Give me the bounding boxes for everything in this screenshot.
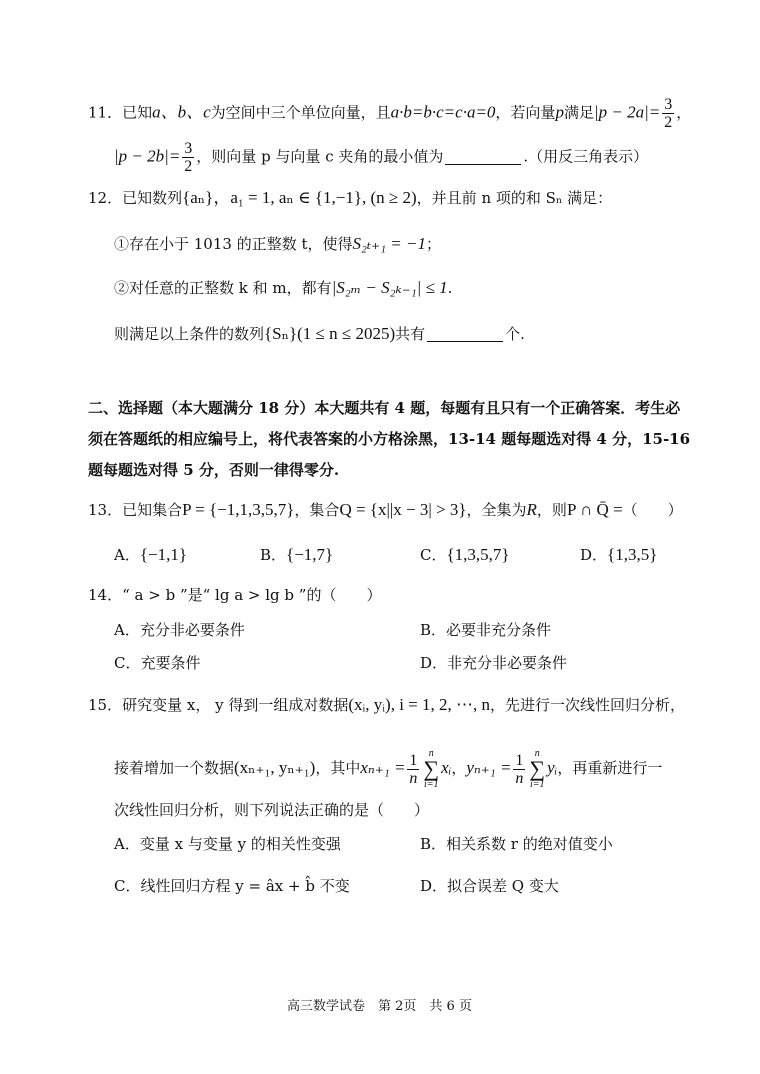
q13-option-a[interactable]: A．{−1,1}	[114, 545, 188, 564]
q12-stem: 12．已知数列	[88, 189, 183, 207]
q15-stem2-a: 接着增加一个数据	[114, 759, 235, 777]
q11-condition-2: |p − 2b|=	[114, 146, 181, 166]
q14-option-c[interactable]: C．充要条件	[114, 654, 201, 672]
q13-expression: P ∩ Q̄ =	[566, 500, 623, 519]
q11-mid1: 为空间中三个单位向量，且	[210, 103, 391, 122]
q15-y-fraction: $\frac{1}{n}$	[515, 751, 524, 787]
q13-stem-c: ，全集为	[466, 501, 527, 519]
q15-option-b[interactable]: B．相关系数 r 的绝对值变小	[420, 835, 613, 853]
q15-stem-line2	[114, 748, 662, 790]
q15-stem-line3: 次线性回归分析，则下列说法正确的是（ ）	[114, 801, 430, 819]
section2-line1: 二、选择题（本大题满分 18 分）本大题共有 4 题，每题有且只有一个正确答案．考生必	[88, 399, 681, 417]
q13-stem-d: ，则	[536, 501, 567, 519]
q13-option-b[interactable]: B．{−1,7}	[260, 545, 334, 564]
page-footer: 高三数学试卷 第 2页 共 6 页	[287, 999, 472, 1014]
q15-stem1: 15．研究变量 x， y 得到一组成对数据	[88, 696, 349, 714]
q11-mid2: ，若向量	[495, 103, 556, 122]
q11-fraction-1: $\frac{3}{2}$	[664, 96, 673, 131]
q12-sequence: {aₙ}，a₁ = 1, aₙ ∈ {1,−1}, (n ≥ 2)	[182, 188, 417, 207]
q12-cond2-text: ②对任意的正整数 k 和 m，都有	[114, 279, 332, 297]
q12-condition-2	[114, 278, 452, 298]
q11-end: .（用反三角表示）	[523, 147, 649, 166]
q11-vector-p: p	[555, 102, 564, 122]
q11-line1	[88, 96, 691, 131]
q15-option-d[interactable]: D．拟合误差 Q 变大	[420, 877, 559, 895]
q12-line1	[88, 188, 612, 208]
q12-cond2-math: |S₂ₘ − S₂ₖ₋₁| ≤ 1	[331, 278, 448, 297]
q12-cond1-math: S₂ₜ₊₁ = −1	[352, 234, 426, 253]
q15-stem1-end: ，先进行一次线性回归分析，	[490, 696, 686, 714]
q11-tail: ，则向量 p 与向量 c 夹角的最小值为	[196, 147, 444, 166]
q15-stem2-b: ，其中	[315, 759, 361, 777]
q15-xi: xᵢ	[441, 758, 452, 777]
q11-fraction-2: $\frac{3}{2}$	[184, 140, 193, 175]
q11-comma: ，	[676, 103, 692, 122]
q15-yi: yᵢ	[547, 758, 558, 777]
q12-condition-1	[114, 234, 441, 254]
q12-cond1-text: ①存在小于 1013 的正整数 t，使得	[114, 235, 353, 253]
q12-cond2-end: .	[447, 279, 453, 297]
q12-ask-unit: 个.	[505, 325, 525, 343]
section2-line3: 题每题选对得 5 分，否则一律得零分.	[88, 461, 340, 479]
q15-y-sum: n ∑ i=1	[529, 748, 546, 790]
q14-option-b[interactable]: B．必要非充分条件	[420, 621, 552, 639]
q12-answer-blank[interactable]	[427, 325, 503, 342]
q12-stem-end: ，并且前 n 项的和 Sₙ 满足：	[416, 189, 613, 207]
q11-condition-1: |p − 2a|=	[593, 102, 661, 122]
q13-stem	[88, 500, 683, 520]
q15-stem2-end: ，再重新进行一	[557, 759, 663, 777]
q12-ask-math: {Sₙ}(1 ≤ n ≤ 2025)	[264, 324, 396, 343]
q15-x-fraction: $\frac{1}{n}$	[409, 751, 418, 787]
q14-option-a[interactable]: A．充分非必要条件	[114, 621, 245, 639]
q13-universe: R	[526, 500, 537, 519]
q13-paren: （ ）	[622, 501, 683, 519]
q11-prefix: 11．已知	[88, 103, 153, 122]
q12-ask-text: 则满足以上条件的数列	[114, 325, 265, 343]
q15-sep: ，	[451, 759, 467, 777]
q13-option-d[interactable]: D．{1,3,5}	[580, 545, 658, 564]
q15-option-c[interactable]: C．线性回归方程 y = âx + b̂ 不变	[114, 877, 350, 895]
q13-stem-a: 13．已知集合	[88, 501, 183, 519]
q15-new-point: (xₙ₊₁, yₙ₊₁)	[234, 758, 316, 777]
q15-y-def: yₙ₊₁ =	[466, 758, 512, 777]
q11-answer-blank[interactable]	[445, 148, 521, 165]
section2-line2: 须在答题纸的相应编号上，将代表答案的小方格涂黑，13-14 题每题选对得 4 分，15-16	[88, 430, 691, 448]
q11-dot-condition: a·b=b·c=c·a=0	[390, 102, 496, 122]
q13-set-p: P = {−1,1,3,5,7}	[182, 500, 295, 519]
q13-stem-b: ，集合	[294, 501, 340, 519]
q14-option-d[interactable]: D．非充分非必要条件	[420, 654, 568, 672]
q13-option-c[interactable]: C．{1,3,5,7}	[420, 545, 510, 564]
q12-ask	[114, 324, 525, 344]
q12-cond1-end: ；	[425, 235, 441, 253]
q11-mid3: 满足	[563, 103, 594, 122]
q15-option-a[interactable]: A．变量 x 与变量 y 的相关性变强	[114, 835, 341, 853]
q12-ask-end: 共有	[395, 325, 426, 343]
q15-pairs: (xᵢ, yᵢ), i = 1, 2, ⋯, n	[348, 695, 491, 714]
q13-set-q: Q = {x||x − 3| > 3}	[339, 500, 467, 519]
q15-x-def: xₙ₊₁ =	[360, 758, 406, 777]
q14-stem: 14．“ a > b ”是“ lg a > lg b ”的（ ）	[88, 586, 382, 604]
q11-line2	[114, 140, 648, 175]
q15-x-sum: n ∑ i=1	[423, 748, 440, 790]
q11-vectors: a、b、c	[152, 102, 211, 122]
q15-stem-line1	[88, 695, 685, 715]
